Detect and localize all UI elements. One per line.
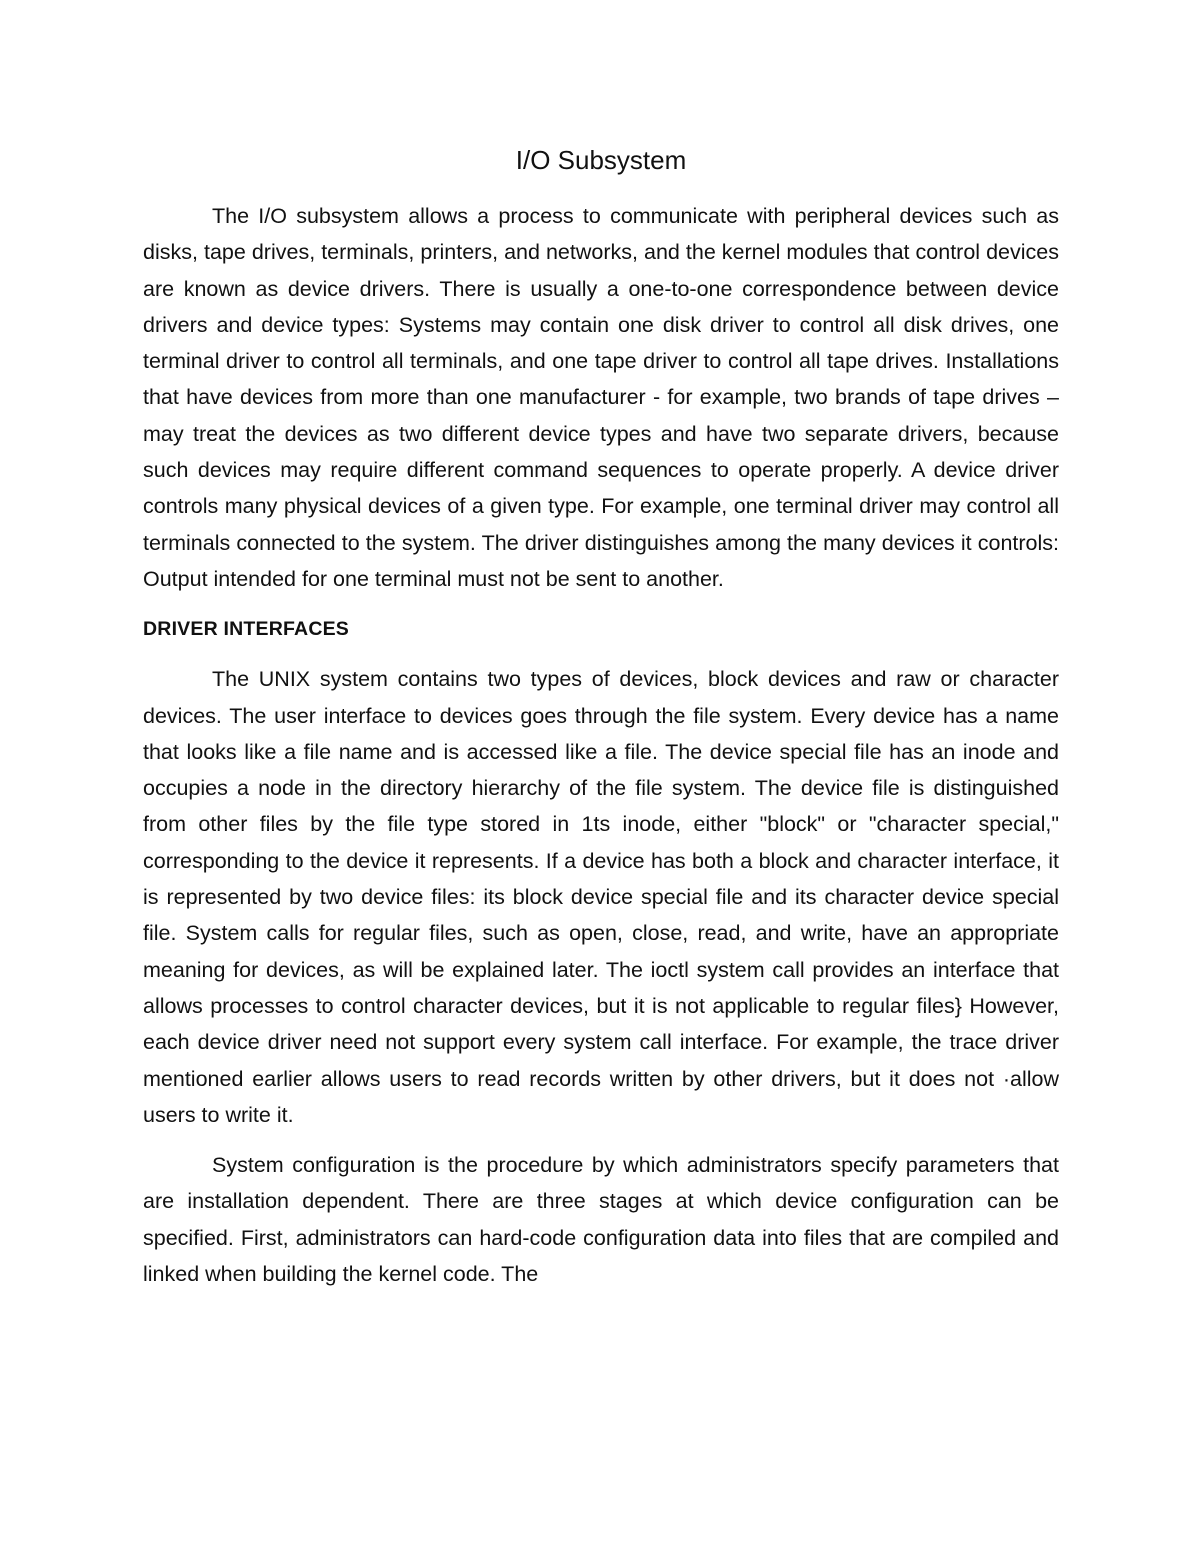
section-paragraph-1: The UNIX system contains two types of devices, block devices and raw or character devices. The user interface to devices goes through the file system. Every device has a name that looks like a file name and is accessed like a file. The device special file has an inode and occupies a node in the directory hierarchy of the file system. The device file is distinguished from other files by the file type stored in 1ts inode, either "block" or "character special," corresponding to the device it represents. If a device has both a block and character interface, it is represented by two device files: its block device special file and its character device special file. System calls for regular files, such as open, close, read, and write, have an appropriate meaning for devices, as will be explained later. The ioctl system call provides an interface that allows processes to control character devices, but it is not applicable to regular files} However, each device driver need not support every system call interface. For example, the trace driver mentioned earlier allows users to read records written by other drivers, but it does not ·allow users to write it. bbox=[143, 667, 1059, 1127]
section-paragraph-2: System configuration is the procedure by which administrators specify parameters that are installation dependent. There are three stages at which device configuration can be specified. First, administrators can hard-code configuration data into files that are compiled and linked when building the kernel code. The bbox=[143, 1153, 1059, 1287]
intro-paragraph: The I/O subsystem allows a process to communicate with peripheral devices such as disks, tape drives, terminals, printers, and networks, and the kernel modules that control devices are known as device drivers. There is usually a one-to-one correspondence between device drivers and device types: Systems may contain one disk driver to control all disk drives, one terminal driver to control all terminals, and one tape driver to control all tape drives. Installations that have devices from more than one manufacturer - for example, two brands of tape drives – may treat the devices as two different device types and have two separate drivers, because such devices may require different command sequences to operate properly. A device driver controls many physical devices of a given type. For example, one terminal driver may control all terminals connected to the system. The driver distinguishes among the many devices it controls: Output intended for one terminal must not be sent to another. bbox=[143, 204, 1059, 591]
document-page bbox=[143, 140, 1059, 1292]
section-heading: DRIVER INTERFACES bbox=[143, 618, 350, 641]
document-title: I/O Subsystem bbox=[515, 145, 687, 175]
